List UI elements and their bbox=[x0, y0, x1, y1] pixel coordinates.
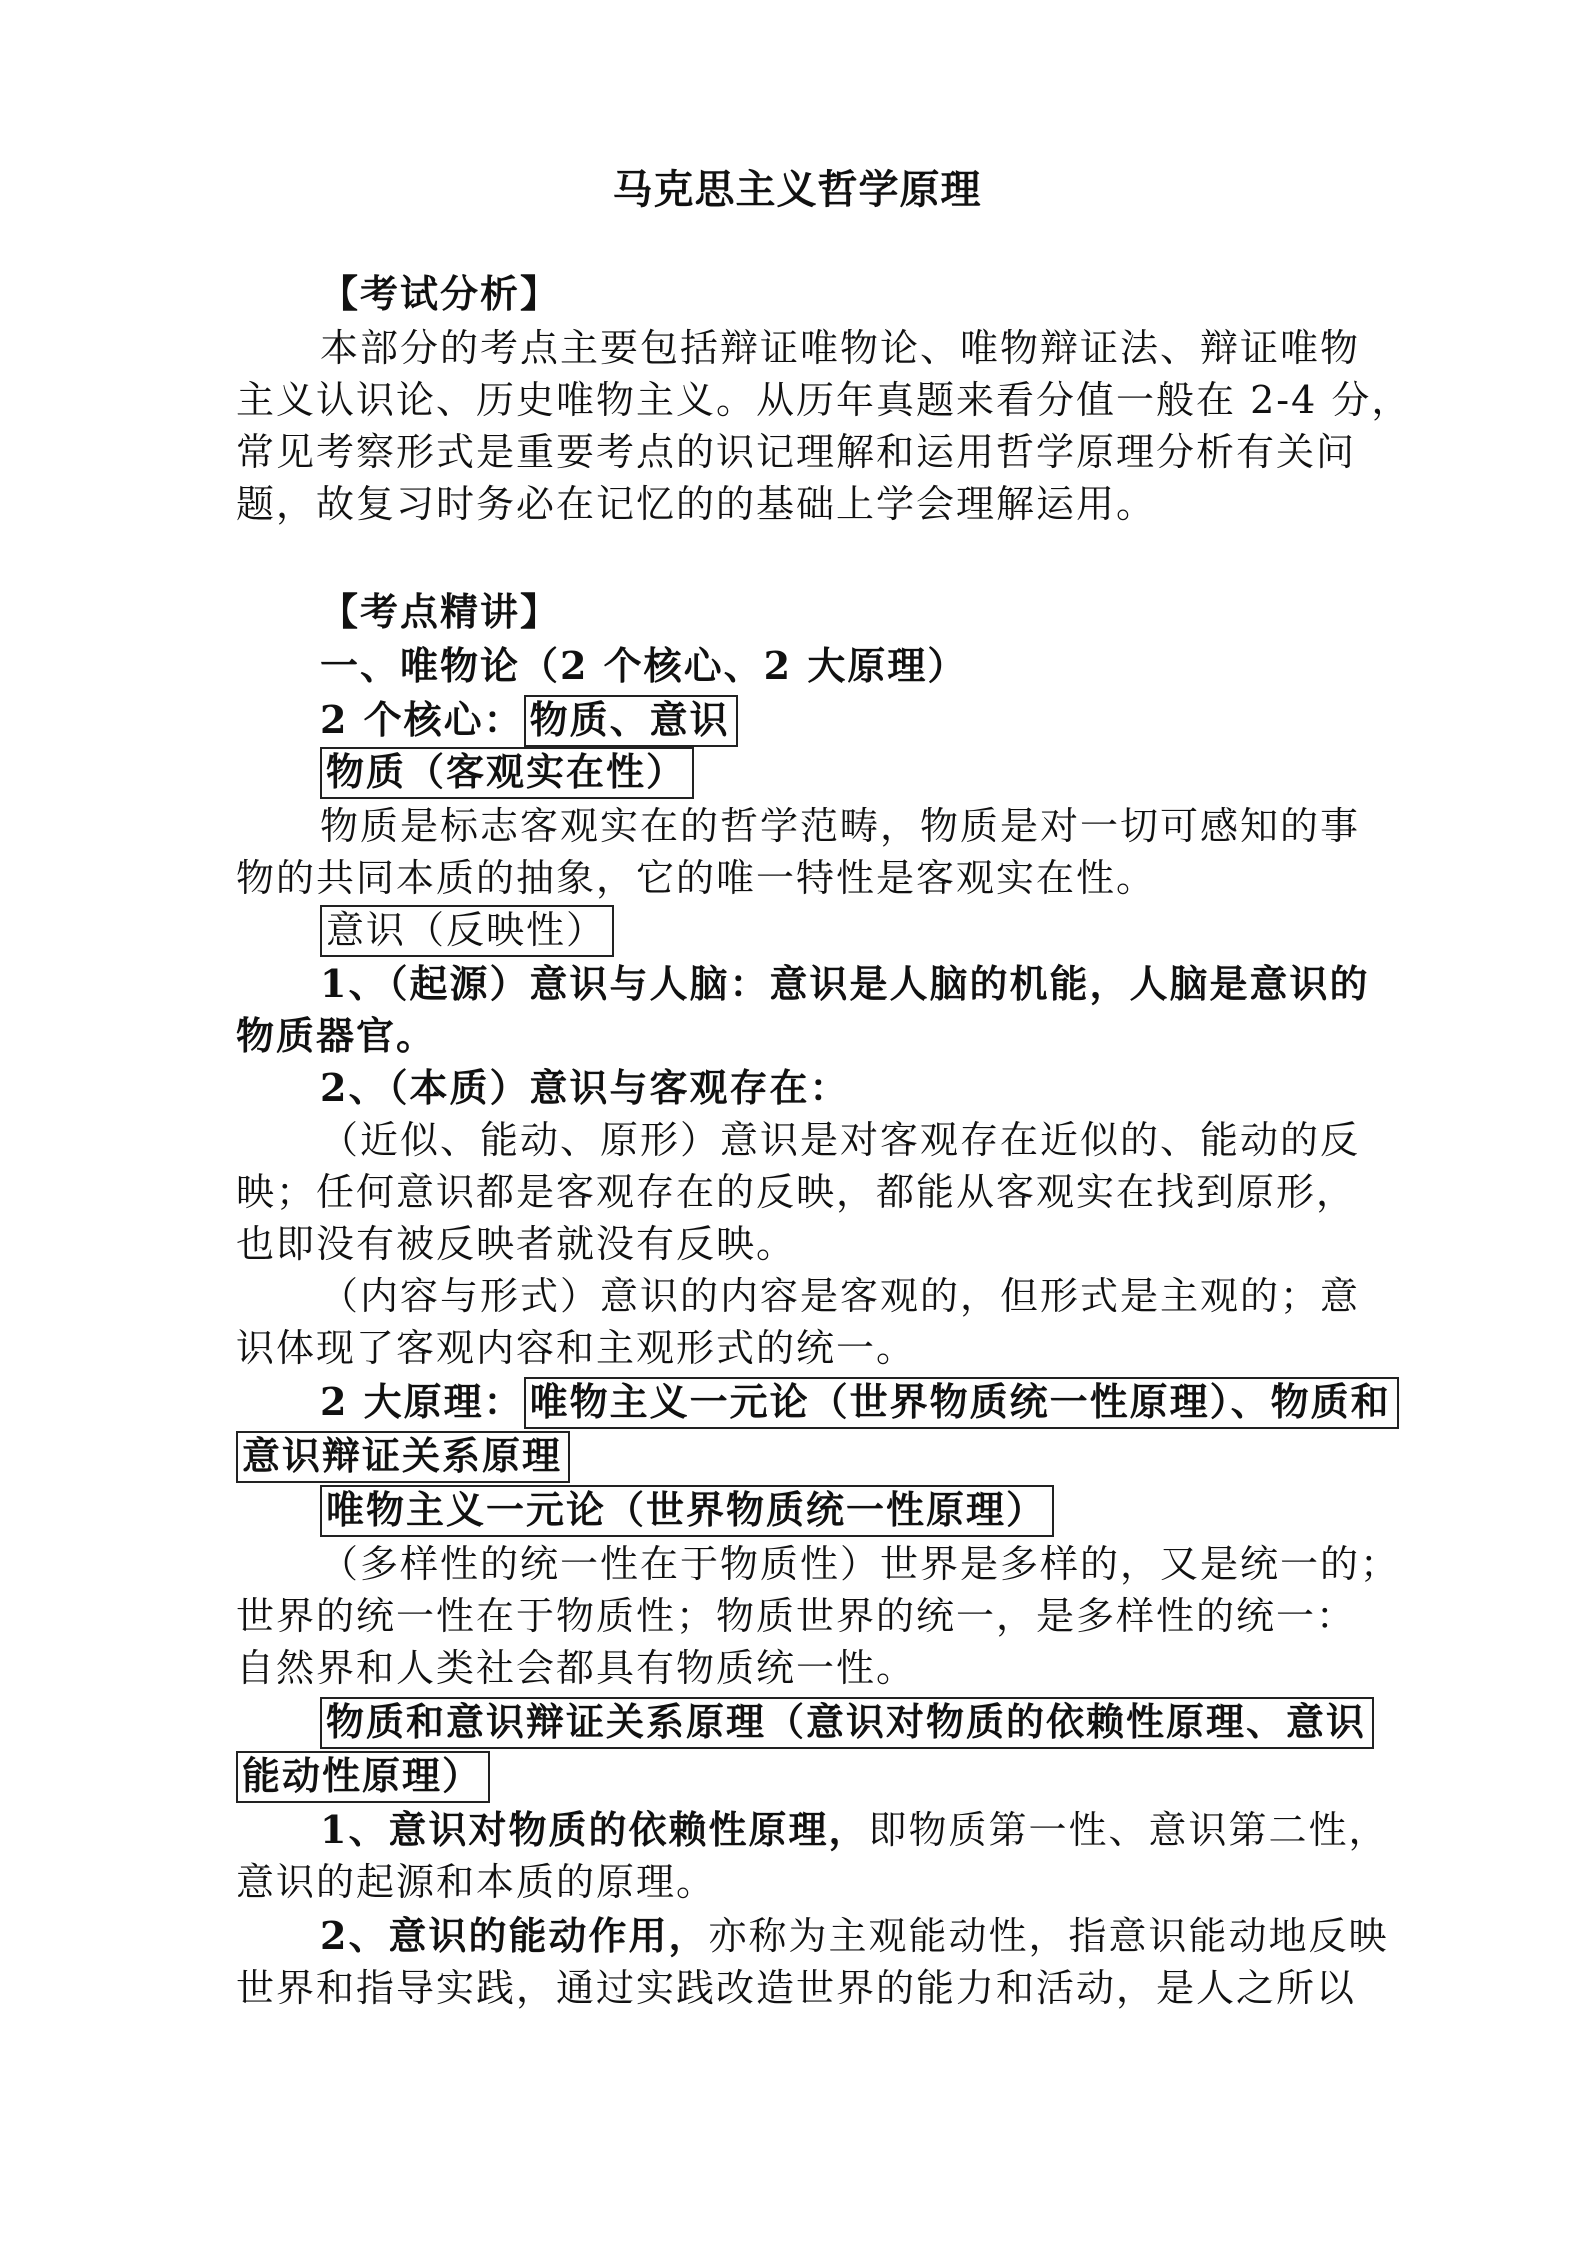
dependence-rest: 即物质第一性、意识第二性， bbox=[868, 1808, 1389, 1852]
matter-heading-line bbox=[320, 746, 1520, 799]
active-bold: 2、意识的能动作用， bbox=[320, 1913, 709, 1958]
principles-line-2 bbox=[236, 1430, 1436, 1483]
monism-text-1: （多样性的统一性在于物质性）世界是多样的，又是统一的； bbox=[320, 1542, 1401, 1586]
dialectic-box-2: 能动性原理） bbox=[236, 1751, 490, 1803]
consciousness-box: 意识（反映性） bbox=[320, 905, 614, 957]
origin-line-1: 1、（起源）意识与人脑：意识是人脑的机能，人脑是意识的 bbox=[320, 961, 1370, 1006]
essence-text-2b: 识体现了客观内容和主观形式的统一。 bbox=[236, 1326, 917, 1370]
essence-heading: 2、（本质）意识与客观存在： bbox=[320, 1065, 850, 1110]
dialectic-heading-line-1 bbox=[320, 1696, 1520, 1749]
exam-analysis-heading: 【考试分析】 bbox=[320, 271, 561, 316]
dialectic-box-1: 物质和意识辩证关系原理（意识对物质的依赖性原理、意识 bbox=[320, 1697, 1374, 1749]
active-rest: 亦称为主观能动性，指意识能动地反映 bbox=[708, 1914, 1389, 1958]
essence-text-1c: 也即没有被反映者就没有反映。 bbox=[236, 1222, 797, 1266]
essence-text-2a: （内容与形式）意识的内容是客观的，但形式是主观的；意 bbox=[320, 1274, 1361, 1318]
origin-line-2: 物质器官。 bbox=[236, 1013, 437, 1058]
dialectic-heading-line-2 bbox=[236, 1750, 1436, 1803]
matter-text-2: 物的共同本质的抽象，它的唯一特性是客观实在性。 bbox=[236, 856, 1157, 900]
principles-boxed-2: 意识辩证关系原理 bbox=[236, 1431, 570, 1483]
monism-heading-line bbox=[320, 1484, 1520, 1537]
exam-analysis-line-4: 题，故复习时务必在记忆的的基础上学会理解运用。 bbox=[236, 482, 1157, 526]
exam-analysis-line-3: 常见考察形式是重要考点的识记理解和运用哲学原理分析有关问 bbox=[236, 430, 1357, 474]
dependence-line-1 bbox=[320, 1804, 1520, 1856]
monism-text-3: 自然界和人类社会都具有物质统一性。 bbox=[236, 1646, 917, 1690]
consciousness-heading-line bbox=[320, 904, 1520, 957]
exam-analysis-line-1: 本部分的考点主要包括辩证唯物论、唯物辩证法、辩证唯物 bbox=[320, 326, 1361, 370]
exam-analysis-line-2: 主义认识论、历史唯物主义。从历年真题来看分值一般在 2-4 分， bbox=[236, 378, 1412, 422]
section-1-heading: 一、唯物论（2 个核心、2 大原理） bbox=[320, 643, 968, 688]
core-label: 2 个核心： bbox=[320, 697, 524, 742]
key-points-heading: 【考点精讲】 bbox=[320, 589, 561, 634]
core-boxed: 物质、意识 bbox=[524, 695, 738, 747]
principles-boxed-1: 唯物主义一元论（世界物质统一性原理）、物质和 bbox=[524, 1377, 1399, 1429]
monism-box: 唯物主义一元论（世界物质统一性原理） bbox=[320, 1485, 1054, 1537]
principles-line bbox=[320, 1376, 1520, 1429]
dependence-bold: 1、意识对物质的依赖性原理， bbox=[320, 1807, 869, 1852]
page-title: 马克思主义哲学原理 bbox=[612, 166, 982, 213]
essence-text-1b: 映；任何意识都是客观存在的反映，都能从客观实在找到原形， bbox=[236, 1170, 1357, 1214]
active-line-2: 世界和指导实践，通过实践改造世界的能力和活动，是人之所以 bbox=[236, 1966, 1357, 2010]
active-line-1 bbox=[320, 1910, 1520, 1962]
principles-label: 2 大原理： bbox=[320, 1379, 524, 1424]
matter-text-1: 物质是标志客观实在的哲学范畴，物质是对一切可感知的事 bbox=[320, 804, 1361, 848]
monism-text-2: 世界的统一性在于物质性；物质世界的统一，是多样性的统一： bbox=[236, 1594, 1357, 1638]
essence-text-1a: （近似、能动、原形）意识是对客观存在近似的、能动的反 bbox=[320, 1118, 1361, 1162]
core-line bbox=[320, 694, 1520, 747]
matter-box: 物质（客观实在性） bbox=[320, 747, 694, 799]
dependence-line-2: 意识的起源和本质的原理。 bbox=[236, 1860, 717, 1904]
